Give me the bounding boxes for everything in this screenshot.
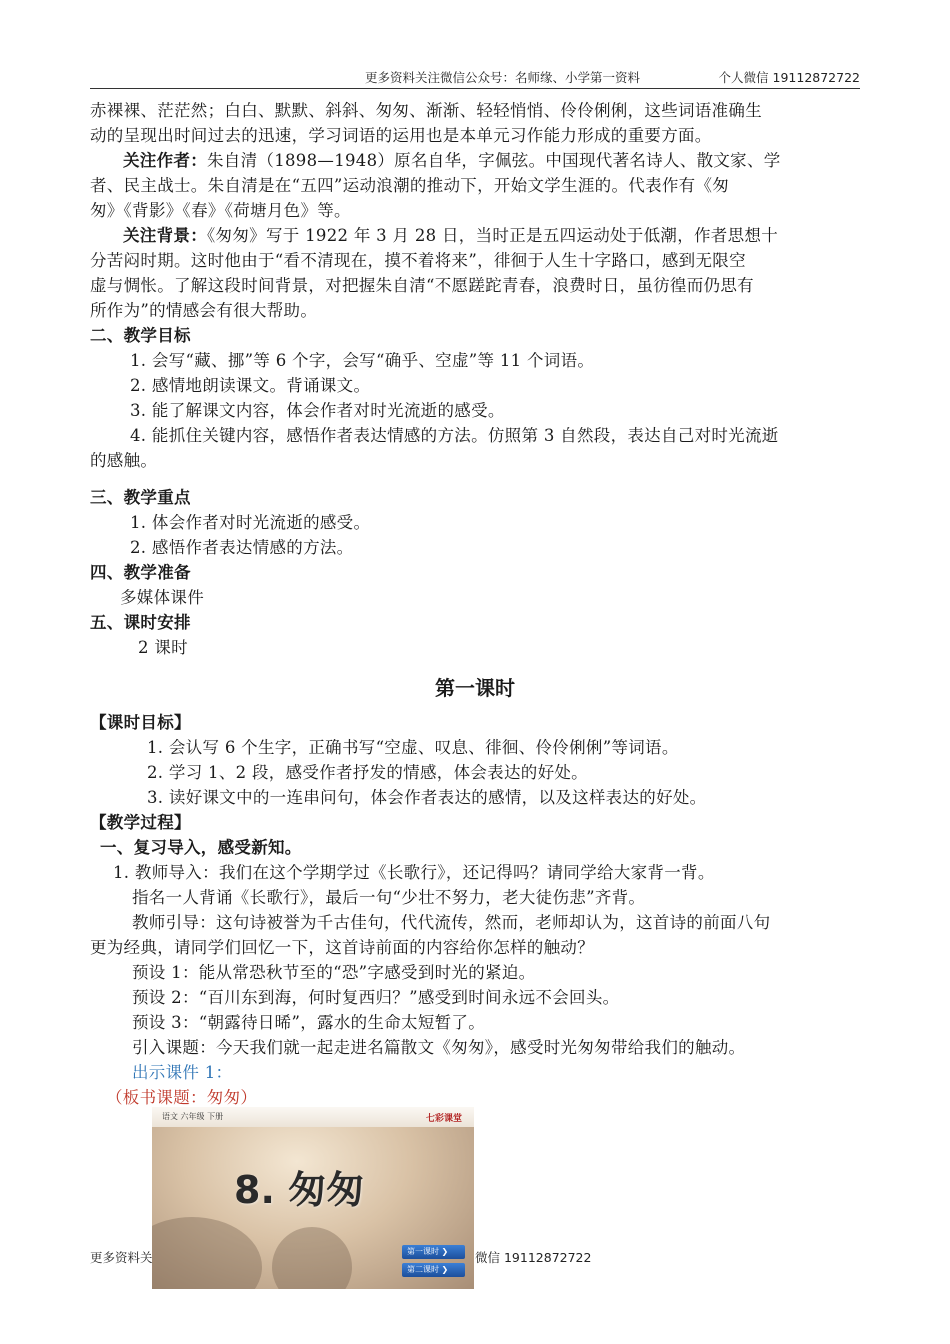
page-header — [90, 64, 860, 89]
board-title-note: （板书课题：匆匆） — [106, 1088, 258, 1107]
list-item: 4. 能抓住关键内容，感悟作者表达情感的方法。仿照第 3 自然段，表达自己对时光流逝 — [130, 426, 779, 445]
paragraph-line: 指名一人背诵《长歌行》，最后一句“少壮不努力，老大徒伤悲”齐背。 — [132, 888, 646, 907]
list-item: 1. 会认写 6 个生字，正确书写“空虚、叹息、徘徊、伶伶俐俐”等词语。 — [147, 738, 679, 757]
paragraph-line: 匆》《背影》《春》《荷塘月色》等。 — [90, 201, 351, 220]
paragraph-line: 分苦闷时期。这时他由于“看不清现在，摸不着将来”，徘徊于人生十字路口，感到无限空 — [90, 251, 746, 270]
paragraph-line: 更为经典，请同学们回忆一下，这首诗前面的内容给你怎样的触动？ — [90, 938, 594, 957]
paragraph-line: 虚与惆怅。了解这段时间背景，对把握朱自清“不愿蹉跎青春，浪费时日，虽彷徨而仍思有 — [90, 276, 754, 295]
list-item: 1. 会写“藏、挪”等 6 个字，会写“确乎、空虚”等 11 个词语。 — [130, 351, 595, 370]
list-item: 多媒体课件 — [120, 588, 204, 607]
paragraph-line: 赤裸裸、茫茫然；白白、默默、斜斜、匆匆、渐渐、轻轻悄悄、伶伶俐俐，这些词语准确生 — [90, 101, 762, 120]
footer-right-text: 微信 19112872722 — [475, 1250, 592, 1265]
background-line — [90, 223, 893, 248]
paragraph-line: 教师引导：这句诗被誉为千古佳句，代代流传，然而，老师却认为，这首诗的前面八句 — [132, 913, 771, 932]
slide-subject-label: 语文 六年级 下册 — [162, 1112, 224, 1121]
list-item: 2. 感悟作者表达情感的方法。 — [130, 538, 354, 557]
author-text: 朱自清（1898—1948）原名自华，字佩弦。中国现代著名诗人、散文家、学 — [207, 151, 781, 170]
slide-brand-logo: 七彩课堂 — [425, 1114, 462, 1124]
courseware-slide-image — [152, 1107, 474, 1289]
paragraph-line: 者、民主战士。朱自清是在“五四”运动浪潮的推动下，开始文学生涯的。代表作有《匆 — [90, 176, 730, 195]
list-item: 3. 能了解课文内容，体会作者对时光流逝的感受。 — [130, 401, 505, 420]
list-item: 3. 读好课文中的一连串问句，体会作者表达的感情，以及这样表达的好处。 — [147, 788, 707, 807]
paragraph-line: 预设 3：“朝露待日晞”，露水的生命太短暂了。 — [132, 1013, 486, 1032]
subsection-heading: 一、复习导入，感受新知。 — [100, 838, 302, 857]
slide-lesson2-button[interactable]: 第二课时 ❯ — [402, 1263, 465, 1277]
background-label: 关注背景： — [123, 226, 207, 245]
slide-lesson1-button[interactable]: 第一课时 ❯ — [402, 1245, 465, 1259]
slide-decoration — [272, 1227, 352, 1289]
list-item: 2. 感情地朗读课文。背诵课文。 — [130, 376, 371, 395]
list-item: 2 课时 — [138, 638, 188, 657]
paragraph-line: 预设 1：能从常恐秋节至的“恐”字感受到时光的紧迫。 — [132, 963, 536, 982]
section-heading: 二、教学目标 — [90, 326, 191, 345]
paragraph-line: 动的呈现出时间过去的迅速，学习词语的运用也是本单元习作能力形成的重要方面。 — [90, 126, 712, 145]
list-item: 1. 体会作者对时光流逝的感受。 — [130, 513, 371, 532]
paragraph-line: 1. 教师导入：我们在这个学期学过《长歌行》，还记得吗？请同学给大家背一背。 — [113, 863, 715, 882]
paragraph-line: 预设 2：“百川东到海，何时复西归？”感受到时间永远不会回头。 — [132, 988, 620, 1007]
lesson-title: 第一课时 — [435, 676, 515, 700]
section-heading: 四、教学准备 — [90, 563, 191, 582]
section-heading: 【课时目标】 — [90, 713, 191, 732]
slide-decoration — [152, 1217, 262, 1289]
paragraph-line: 所作为”的情感会有很大帮助。 — [90, 301, 318, 320]
background-text: 《匆匆》写于 1922 年 3 月 28 日，当时正是五四运动处于低潮，作者思想十 — [207, 226, 779, 245]
list-item: 的感触。 — [90, 451, 158, 470]
author-line — [90, 148, 893, 173]
list-item: 2. 学习 1、2 段，感受作者抒发的情感，体会表达的好处。 — [147, 763, 588, 782]
paragraph-line: 引入课题：今天我们就一起走进名篇散文《匆匆》，感受时光匆匆带给我们的触动。 — [132, 1038, 746, 1057]
section-heading: 三、教学重点 — [90, 488, 191, 507]
section-heading: 五、课时安排 — [90, 613, 191, 632]
footer-left-text: 更多资料关 — [90, 1250, 153, 1265]
section-heading: 【教学过程】 — [90, 813, 191, 832]
slide-title: 8. 匆匆 — [234, 1168, 365, 1212]
author-label: 关注作者： — [123, 151, 207, 170]
courseware-label: 出示课件 1： — [132, 1063, 233, 1082]
header-left-text: 更多资料关注微信公众号：名师缘、小学第一资料 — [364, 70, 640, 85]
header-right-text: 个人微信 19112872722 — [718, 70, 860, 85]
